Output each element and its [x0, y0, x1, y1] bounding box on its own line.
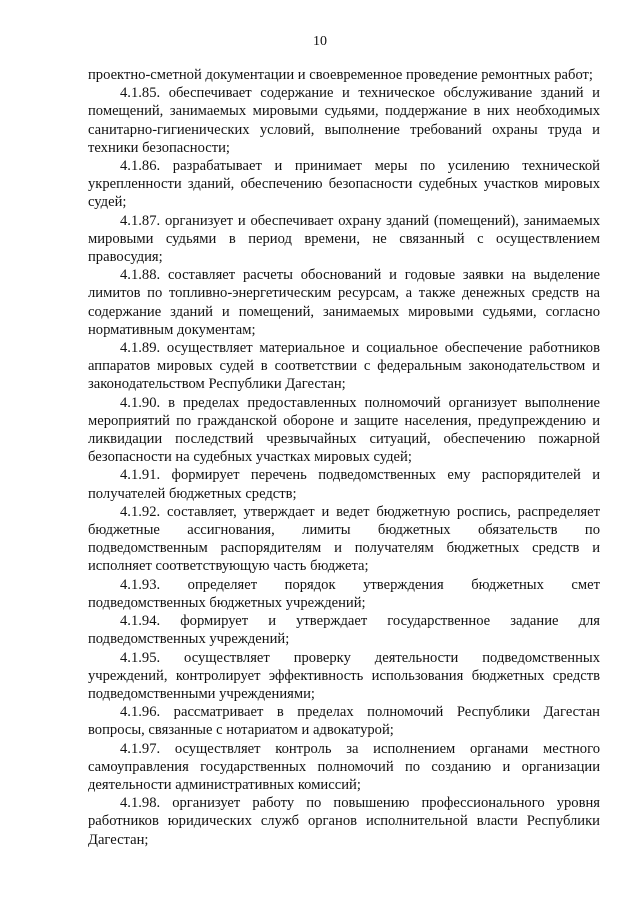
- paragraph: 4.1.86. разрабатывает и принимает меры по усилению технической укрепленности зданий, обеспечению безопасности судебных участков мировых судей;: [88, 158, 600, 211]
- paragraph: проектно-сметной документации и своевременное проведение ремонтных работ;: [88, 67, 593, 83]
- paragraph: 4.1.94. формирует и утверждает государственное задание для подведомственных учреждений;: [88, 613, 600, 648]
- paragraph: 4.1.98. организует работу по повышению профессионального уровня работников юридических служб органов исполнительной власти Республики Дагестан;: [88, 795, 600, 848]
- paragraph: 4.1.87. организует и обеспечивает охрану зданий (помещений), занимаемых мировыми судьями в период времени, не связанный с осуществлением правосудия;: [88, 212, 600, 266]
- paragraph: 4.1.92. составляет, утверждает и ведет бюджетную роспись, распределяет бюджетные ассигнования, лимиты бюджетных обязательств по подведомственным распорядителям и получателям бюджетных средств и исполняет соответствующую часть бюджета;: [88, 503, 600, 575]
- page-number: 10: [313, 34, 327, 49]
- paragraph: 4.1.88. составляет расчеты обоснований и годовые заявки на выделение лимитов по топливно-энергетическим ресурсам, а также денежных средств на содержание зданий и помещений, занимаемых мировыми судьями, согласно нормативным документам;: [88, 267, 600, 338]
- paragraph: 4.1.91. формирует перечень подведомственных ему распорядителей и получателей бюджетных средств;: [88, 467, 600, 502]
- document-body: [88, 66, 600, 849]
- paragraph: 4.1.95. осуществляет проверку деятельности подведомственных учреждений, контролирует эффективность использования бюджетных средств подведомственными учреждениями;: [88, 649, 600, 702]
- paragraph: 4.1.96. рассматривает в пределах полномочий Республики Дагестан вопросы, связанные с нотариатом и адвокатурой;: [88, 704, 600, 739]
- paragraph: 4.1.93. определяет порядок утверждения бюджетных смет подведомственных бюджетных учреждений;: [88, 576, 600, 611]
- paragraph: 4.1.90. в пределах предоставленных полномочий организует выполнение мероприятий по гражданской обороне и защите населения, предупреждению и ликвидации последствий чрезвычайных ситуаций, обеспечению пожарной безопасности на судебных участках мировых судей;: [88, 394, 600, 466]
- paragraph: 4.1.97. осуществляет контроль за исполнением органами местного самоуправления государственных полномочий по созданию и организации деятельности административных комиссий;: [88, 740, 600, 793]
- paragraph: 4.1.85. обеспечивает содержание и техническое обслуживание зданий и помещений, занимаемых мировыми судьями, поддержание в них необходимых санитарно-гигиенических условий, выполнение требований охраны труда и техники безопасности;: [88, 85, 600, 156]
- paragraph: 4.1.89. осуществляет материальное и социальное обеспечение работников аппаратов мировых судей в соответствии с федеральным законодательством и законодательством Республики Дагестан;: [88, 340, 600, 393]
